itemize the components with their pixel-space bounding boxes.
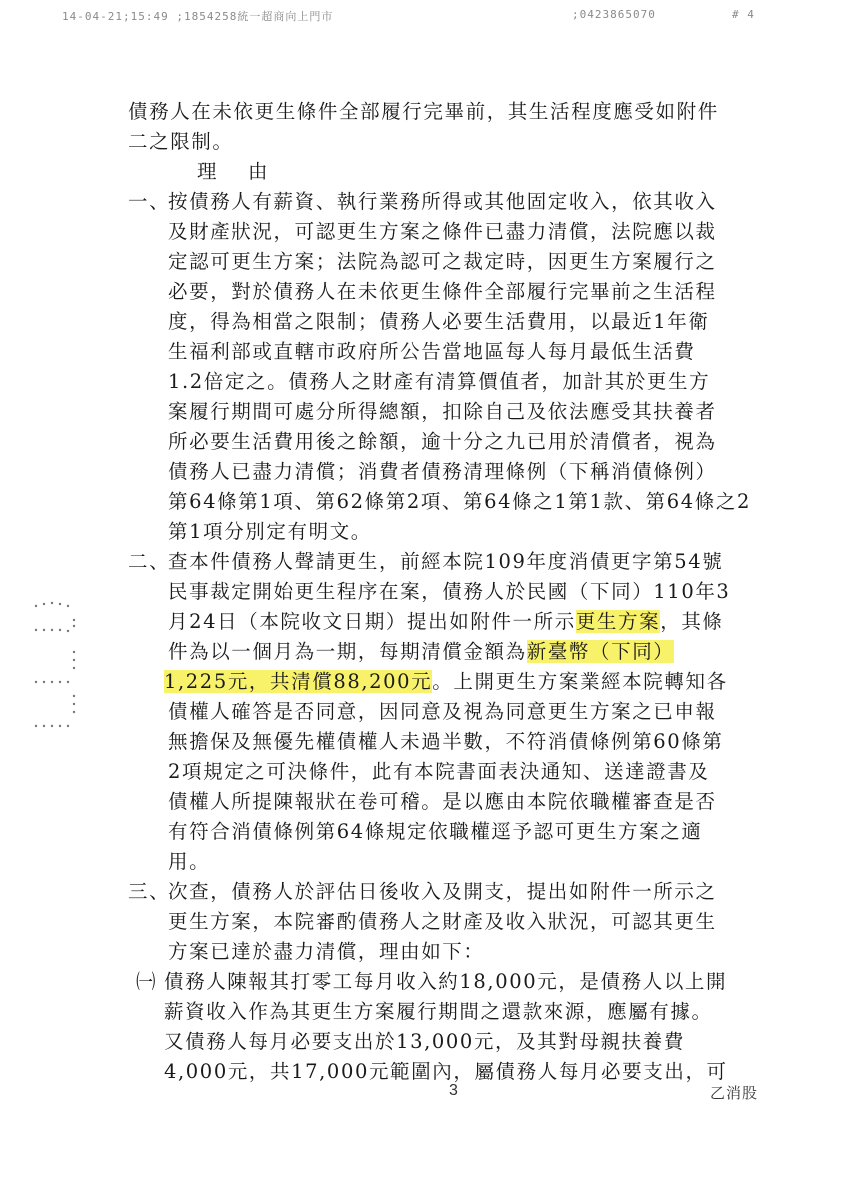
text-line-19 xyxy=(168,638,674,666)
fax-sender-line: 14-04-21;15:49 ;1854258統一超商向上門市 xyxy=(62,10,334,23)
text-line-16: 查本件債務人聲請更生，前經本院109年度消債更字第54號 xyxy=(168,550,724,573)
item-number-1: 一、 xyxy=(128,190,171,213)
department-label: 乙消股 xyxy=(710,1084,759,1102)
text-line-8: 度，得為相當之限制；債務人必要生活費用，以最近1年衛 xyxy=(168,310,710,333)
text-line-20 xyxy=(164,668,728,696)
text-line-14: 第64條第1項、第62條第2項、第64條之1第1款、第64條之2 xyxy=(168,490,751,513)
highlight-plan: 更生方案 xyxy=(575,610,661,633)
text-line-7: 必要，對於債務人在未依更生條件全部履行完畢前之生活程 xyxy=(168,280,717,303)
text-line-30: 債務人陳報其打零工每月收入約18,000元，是債務人以上開 xyxy=(164,970,728,993)
text-line-19-a: 件為以一個月為一期，每期清償金額為 xyxy=(168,640,527,663)
fax-page-marker: # 4 xyxy=(732,8,755,21)
text-line-33: 4,000元，共17,000元範圍內，屬債務人每月必要支出，可 xyxy=(164,1060,728,1083)
text-line-9: 生福利部或直轄市政府所公告當地區每人每月最低生活費 xyxy=(168,340,696,363)
text-line-21: 債權人確答是否同意，因同意及視為同意更生方案之已申報 xyxy=(168,700,717,723)
text-line-28: 更生方案，本院審酌債務人之財產及收入狀況，可認其更生 xyxy=(168,910,717,933)
text-line-5: 及財產狀況，可認更生方案之條件已盡力清償，法院應以裁 xyxy=(168,220,717,243)
fax-header xyxy=(0,8,848,30)
binding-marks xyxy=(30,598,80,738)
page-number: 3 xyxy=(449,1082,458,1099)
text-line-17: 民事裁定開始更生程序在案，債務人於民國（下同）110年3 xyxy=(168,580,731,603)
text-line-2: 二之限制。 xyxy=(128,130,234,153)
text-line-23: 2項規定之可決條件，此有本院書面表決通知、送達證書及 xyxy=(168,760,710,783)
section-heading-reasons: 理 由 xyxy=(197,160,274,183)
text-line-22: 無擔保及無優先權債權人未過半數，不符消債條例第60條第 xyxy=(168,730,724,753)
text-line-10: 1.2倍定之。債務人之財產有清算價值者，加計其於更生方 xyxy=(168,370,711,393)
text-line-13: 債務人已盡力清償；消費者債務清理條例（下稱消債條例） xyxy=(168,460,717,483)
text-line-25: 有符合消債條例第64條規定依職權逕予認可更生方案之適 xyxy=(168,820,703,843)
highlight-currency: 新臺幣（下同） xyxy=(526,640,675,663)
item-number-3: 三、 xyxy=(128,880,171,903)
binding-marks-graphic xyxy=(30,598,80,738)
text-line-32: 又債務人每月必要支出於13,000元，及其對母親扶養費 xyxy=(164,1030,685,1053)
sub-item-number-1: ㈠ xyxy=(136,970,158,993)
highlight-amounts: 1,225元，共清償88,200元 xyxy=(164,670,433,693)
text-line-1: 債務人在未依更生條件全部履行完畢前，其生活程度應受如附件 xyxy=(128,100,719,123)
text-line-27: 次查，債務人於評估日後收入及開支，提出如附件一所示之 xyxy=(168,880,717,903)
fax-number: ;0423865070 xyxy=(572,8,656,21)
text-line-18-c: ，其條 xyxy=(660,610,724,633)
text-line-24: 債權人所提陳報狀在卷可稽。是以應由本院依職權審查是否 xyxy=(168,790,717,813)
text-line-18 xyxy=(168,608,724,636)
text-line-12: 所必要生活費用後之餘額，逾十分之九已用於清償者，視為 xyxy=(168,430,717,453)
item-number-2: 二、 xyxy=(128,550,171,573)
text-line-4: 按債務人有薪資、執行業務所得或其他固定收入，依其收入 xyxy=(168,190,717,213)
text-line-18-a: 月24日（本院收文日期）提出如附件一所示 xyxy=(168,610,576,633)
text-line-20-b: 。上開更生方案業經本院轉知各 xyxy=(432,670,728,693)
text-line-15: 第1項分別定有明文。 xyxy=(168,520,372,543)
text-line-11: 案履行期間可處分所得總額，扣除自己及依法應受其扶養者 xyxy=(168,400,717,423)
text-line-31: 薪資收入作為其更生方案履行期間之還款來源，應屬有據。 xyxy=(164,1000,713,1023)
text-line-6: 定認可更生方案；法院為認可之裁定時，因更生方案履行之 xyxy=(168,250,717,273)
text-line-26: 用。 xyxy=(168,850,211,873)
text-line-29: 方案已達於盡力清償，理由如下： xyxy=(168,940,485,963)
